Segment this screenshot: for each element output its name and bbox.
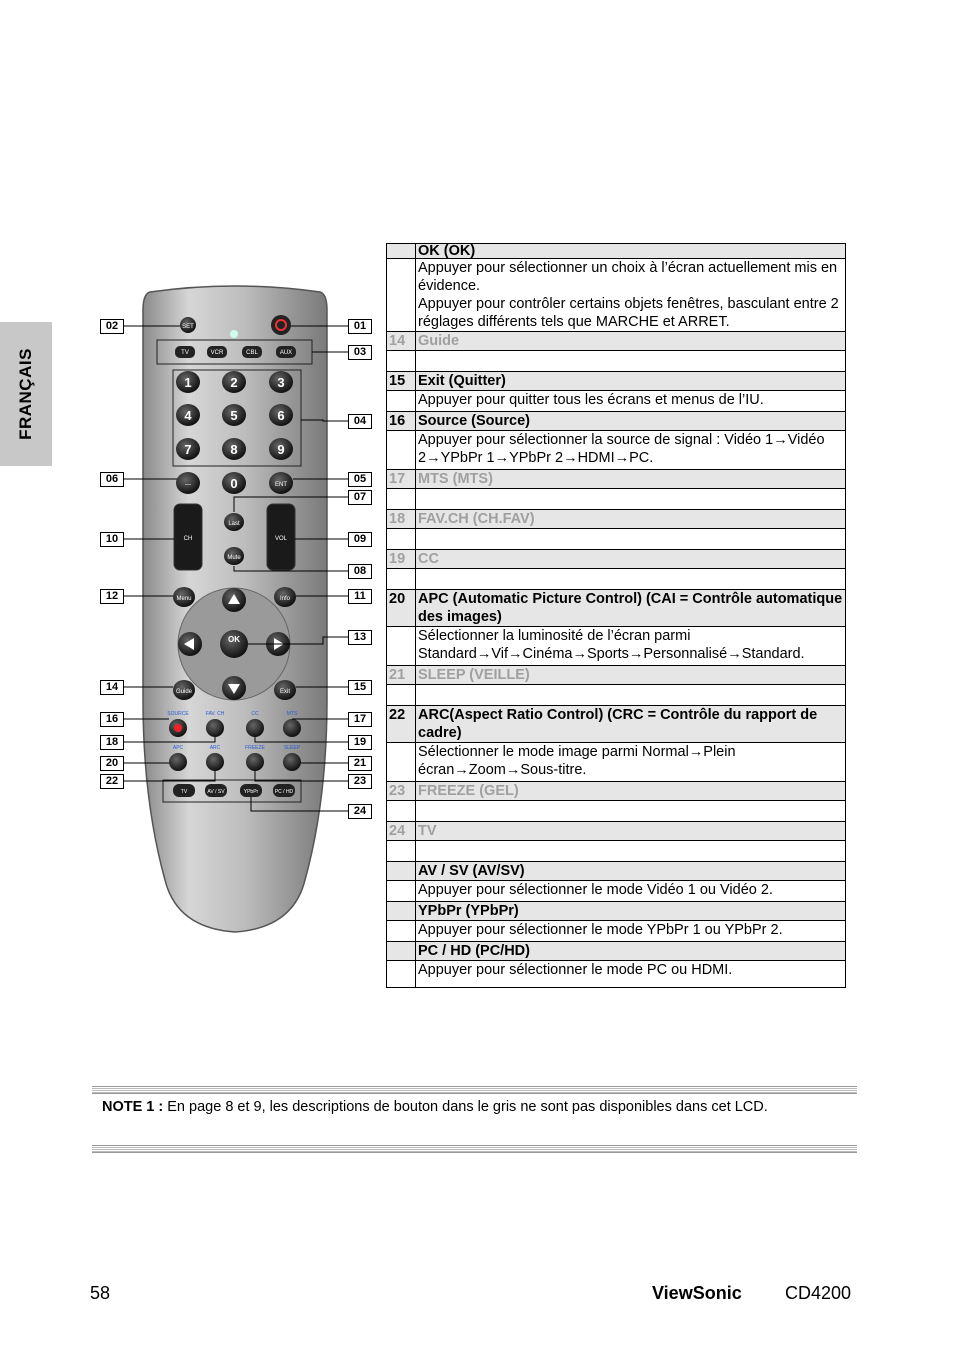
row-title: AV / SV (AV/SV) <box>416 862 846 881</box>
svg-text:Menu: Menu <box>176 596 192 602</box>
row-number: 22 <box>387 706 416 743</box>
svg-text:SLEEP: SLEEP <box>283 745 301 751</box>
callout-02: 02 <box>100 319 124 334</box>
row-number: 14 <box>387 332 416 351</box>
svg-text:2: 2 <box>230 375 238 390</box>
callout-14: 14 <box>100 680 124 695</box>
row-number: 24 <box>387 822 416 841</box>
svg-text:AUX: AUX <box>279 350 293 356</box>
row-title: APC (Automatic Picture Control) (CAI = Contrôle automatique des images) <box>416 590 846 627</box>
callout-03: 03 <box>348 345 372 360</box>
callout-09: 09 <box>348 532 372 547</box>
row-description: Appuyer pour sélectionner la source de signal : Vidéo 1→Vidéo 2→YPbPr 1→YPbPr 2→HDMI→PC. <box>416 431 846 470</box>
table-row <box>387 881 846 902</box>
note-top-rule <box>92 1086 857 1094</box>
table-row <box>387 961 846 988</box>
row-title: YPbPr (YPbPr) <box>416 902 846 921</box>
row-description <box>416 259 846 332</box>
svg-text:APC: APC <box>172 745 184 751</box>
row-number: 16 <box>387 412 416 431</box>
row-description: Appuyer pour sélectionner le mode PC ou HDMI. <box>416 961 846 988</box>
callout-18: 18 <box>100 735 124 750</box>
ok-desc-line1: Appuyer pour sélectionner un choix à l’écran actuellement mis en évidence. <box>418 260 838 294</box>
table-row <box>387 332 846 351</box>
row-description: Appuyer pour quitter tous les écrans et menus de l’IU. <box>416 391 846 412</box>
svg-text:Info: Info <box>279 596 291 602</box>
svg-text:Mute: Mute <box>227 555 241 561</box>
svg-text:CH: CH <box>183 536 193 542</box>
svg-text:3: 3 <box>277 375 285 390</box>
table-row <box>387 590 846 627</box>
callout-01: 01 <box>348 319 372 334</box>
page-number: 58 <box>90 1283 111 1303</box>
remote-control-image <box>95 280 380 950</box>
svg-text:CBL: CBL <box>246 350 258 356</box>
row-number: 20 <box>387 590 416 627</box>
brand-name: ViewSonic <box>652 1283 742 1303</box>
svg-text:0: 0 <box>230 476 238 491</box>
callout-12: 12 <box>100 589 124 604</box>
svg-text:ARC: ARC <box>209 745 221 751</box>
table-row <box>387 569 846 590</box>
note <box>102 1099 768 1115</box>
table-row <box>387 862 846 881</box>
callout-16: 16 <box>100 712 124 727</box>
svg-text:TV: TV <box>180 789 188 795</box>
svg-text:6: 6 <box>277 408 285 423</box>
svg-text:8: 8 <box>230 442 238 457</box>
model-name: CD4200 <box>785 1283 852 1303</box>
language-tab-label: FRANÇAIS <box>16 348 35 440</box>
row-description: Appuyer pour sélectionner le mode Vidéo 1 ou Vidéo 2. <box>416 881 846 902</box>
row-number: 15 <box>387 372 416 391</box>
svg-text:PC / HD: PC / HD <box>274 789 294 795</box>
svg-text:TV: TV <box>181 350 189 356</box>
table-row <box>387 431 846 470</box>
remote-illustration <box>95 280 380 950</box>
svg-text:SET: SET <box>182 324 194 330</box>
table-row <box>387 706 846 743</box>
table-row <box>387 685 846 706</box>
row-number <box>387 244 416 259</box>
table-row <box>387 822 846 841</box>
svg-text:MTS: MTS <box>286 711 298 717</box>
callout-07: 07 <box>348 490 372 505</box>
callout-13: 13 <box>348 630 372 645</box>
note-text: En page 8 et 9, les descriptions de bouton dans le gris ne sont pas disponibles dans cet LCD. <box>163 1099 768 1115</box>
table-row <box>387 550 846 569</box>
callout-04: 04 <box>348 414 372 429</box>
callout-17: 17 <box>348 712 372 727</box>
svg-text:Guide: Guide <box>175 689 193 695</box>
row-title: Guide <box>416 332 846 351</box>
table-row <box>387 351 846 372</box>
table-row <box>387 801 846 822</box>
callout-21: 21 <box>348 756 372 771</box>
svg-text:YPbPr: YPbPr <box>243 789 259 795</box>
table-row <box>387 666 846 685</box>
svg-text:CC: CC <box>251 711 259 717</box>
table-row <box>387 510 846 529</box>
row-title: OK (OK) <box>416 244 846 259</box>
svg-text:ENT: ENT <box>275 482 287 488</box>
callout-22: 22 <box>100 774 124 789</box>
svg-text:VOL: VOL <box>274 536 288 542</box>
callout-10: 10 <box>100 532 124 547</box>
svg-text:FAV. CH: FAV. CH <box>205 711 225 717</box>
row-title: FAV.CH (CH.FAV) <box>416 510 846 529</box>
row-number: 19 <box>387 550 416 569</box>
row-number: 21 <box>387 666 416 685</box>
note-label: NOTE 1 : <box>102 1099 164 1115</box>
svg-text:VCR: VCR <box>210 350 224 356</box>
svg-text:Exit: Exit <box>279 689 291 695</box>
row-description: Appuyer pour sélectionner le mode YPbPr 1 ou YPbPr 2. <box>416 921 846 942</box>
table-row <box>387 743 846 782</box>
table-row <box>387 627 846 666</box>
table-row <box>387 244 846 259</box>
callout-05: 05 <box>348 472 372 487</box>
svg-text:9: 9 <box>277 442 285 457</box>
row-title: CC <box>416 550 846 569</box>
svg-text:1: 1 <box>184 375 192 390</box>
svg-text:7: 7 <box>184 442 192 457</box>
row-title: Source (Source) <box>416 412 846 431</box>
svg-text:—: — <box>185 482 191 488</box>
row-title: PC / HD (PC/HD) <box>416 942 846 961</box>
row-number: 23 <box>387 782 416 801</box>
svg-text:5: 5 <box>230 408 238 423</box>
callout-19: 19 <box>348 735 372 750</box>
table-row <box>387 529 846 550</box>
svg-text:OK: OK <box>228 635 240 644</box>
callout-11: 11 <box>348 589 372 604</box>
svg-text:FREEZE: FREEZE <box>245 745 265 751</box>
table-row <box>387 841 846 862</box>
svg-text:4: 4 <box>184 408 192 423</box>
row-title: Exit (Quitter) <box>416 372 846 391</box>
table-row <box>387 412 846 431</box>
ok-desc-line2: Appuyer pour contrôler certains objets fenêtres, basculant entre 2 réglages différents tels que MARCHE et ARRET. <box>418 296 839 330</box>
svg-text:Last: Last <box>228 521 240 527</box>
row-title: TV <box>416 822 846 841</box>
table-row <box>387 470 846 489</box>
table-row <box>387 489 846 510</box>
callout-15: 15 <box>348 680 372 695</box>
table-row <box>387 782 846 801</box>
language-tab <box>0 322 52 466</box>
note-bottom-rule <box>92 1145 857 1153</box>
callout-23: 23 <box>348 774 372 789</box>
callout-24: 24 <box>348 804 372 819</box>
callout-08: 08 <box>348 564 372 579</box>
row-title: MTS (MTS) <box>416 470 846 489</box>
table-row <box>387 391 846 412</box>
callout-06: 06 <box>100 472 124 487</box>
svg-text:AV / SV: AV / SV <box>207 789 225 795</box>
table-row <box>387 921 846 942</box>
row-number: 17 <box>387 470 416 489</box>
row-description: Sélectionner la luminosité de l’écran parmi Standard→Vif→Cinéma→Sports→Personnalisé→Standard. <box>416 627 846 666</box>
row-number: 18 <box>387 510 416 529</box>
svg-text:SOURCE: SOURCE <box>167 711 189 717</box>
table-row <box>387 942 846 961</box>
table-row <box>387 259 846 332</box>
button-description-table <box>386 243 846 988</box>
table-row <box>387 372 846 391</box>
row-description: Sélectionner le mode image parmi Normal→Plein écran→Zoom→Sous-titre. <box>416 743 846 782</box>
table-row <box>387 902 846 921</box>
row-title: ARC(Aspect Ratio Control) (CRC = Contrôle du rapport de cadre) <box>416 706 846 743</box>
row-title: SLEEP (VEILLE) <box>416 666 846 685</box>
callout-20: 20 <box>100 756 124 771</box>
row-title: FREEZE (GEL) <box>416 782 846 801</box>
